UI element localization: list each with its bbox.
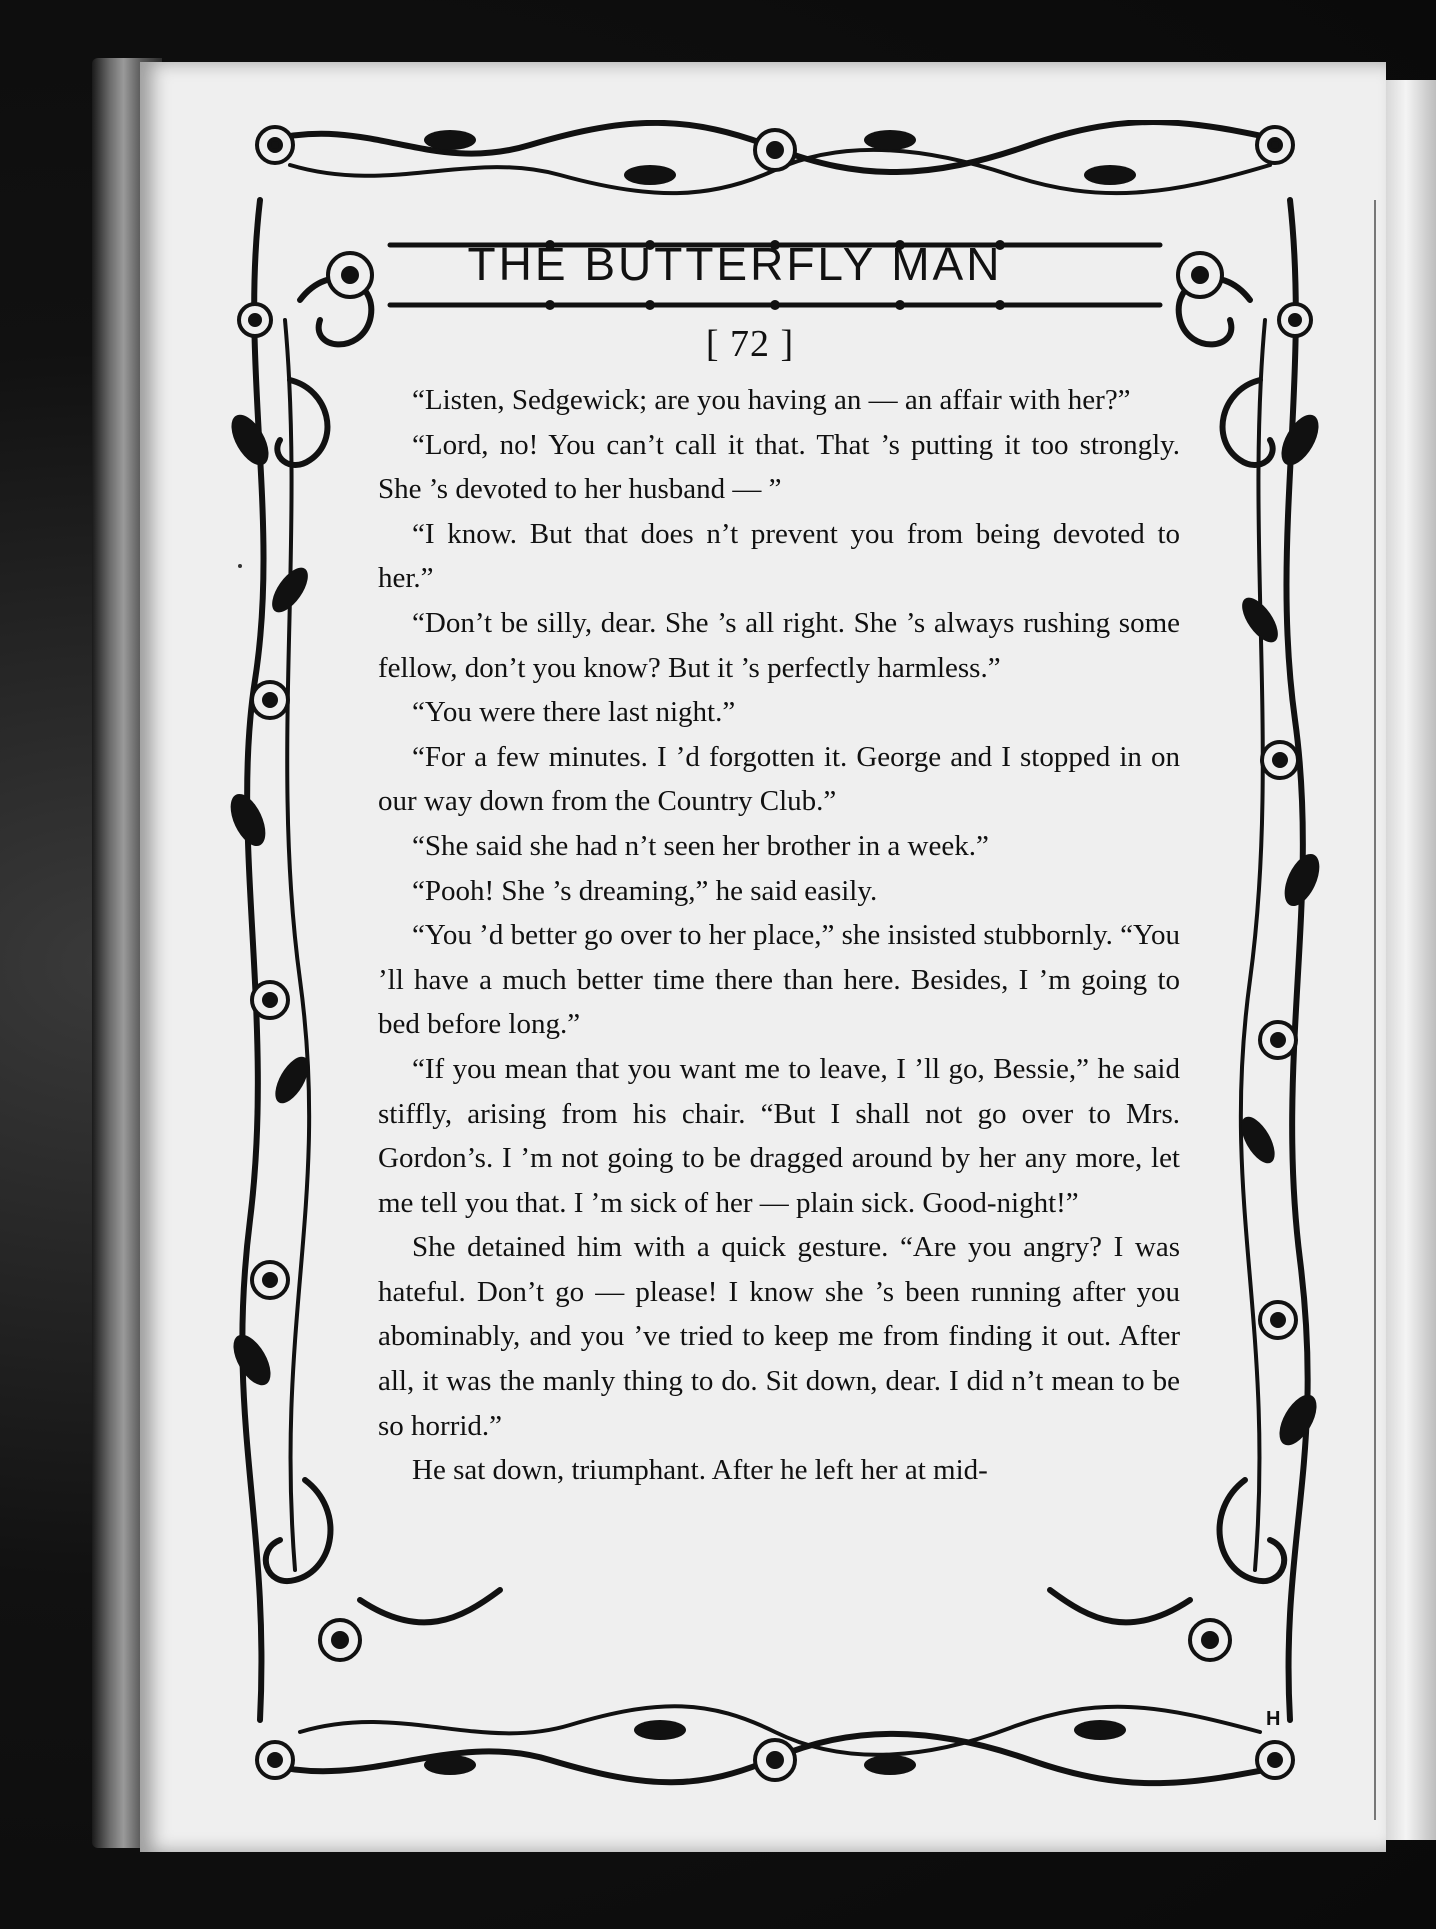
paragraph: “You were there last night.” <box>412 696 736 729</box>
paragraph: “Lord, no! You can’t call it that. That ’s putting it too strongly. She ’s devoted to her husband — ” <box>378 428 1180 506</box>
illustrator-signature: H <box>1266 1708 1281 1730</box>
page-number: [ 72 ] <box>705 323 795 365</box>
paragraph: “For a few minutes. I ’d forgotten it. George and I stopped in on our way down from the Country Club.” <box>378 740 1180 818</box>
paragraph: “You ’d better go over to her place,” she insisted stubbornly. “You ’ll have a much better time there than here. Besides, I ’m going to bed before long.” <box>378 919 1180 1041</box>
paragraph: “Pooh! She ’s dreaming,” he said easily. <box>412 874 878 907</box>
running-head <box>400 232 1070 296</box>
ink-speck <box>238 564 242 568</box>
paragraph: “Listen, Sedgewick; are you having an — an affair with her?” <box>412 384 1131 416</box>
paragraph: She detained him with a quick gesture. “Are you angry? I was hateful. Don’t go — please! I know she ’s been running after you abominably, and you ’ve tried to keep me from finding it out. After all, it was the manly thing to do. Sit down, dear. I did n’t mean to be so horrid.” <box>378 1231 1180 1442</box>
paragraph: “She said she had n’t seen her brother in a week.” <box>412 829 989 862</box>
paragraph: “I know. But that does n’t prevent you from being devoted to her.” <box>378 517 1180 595</box>
body-text <box>378 378 1180 1493</box>
paragraph: “If you mean that you want me to leave, I ’ll go, Bessie,” he said stiffly, arising from his chair. “But I shall not go over to Mrs. Gordon’s. I ’m not going to be dragged around by her any more, let me tell you that. I ’m sick of her — plain sick. Good-night!” <box>378 1052 1180 1219</box>
book-title-header: THE BUTTERFLY MAN <box>467 238 1003 290</box>
paragraph: “Don’t be silly, dear. She ’s all right. She ’s always rushing some fellow, don’t you know? But it ’s perfectly harmless.” <box>378 606 1180 684</box>
paragraph: He sat down, triumphant. After he left her at mid- <box>412 1454 988 1487</box>
